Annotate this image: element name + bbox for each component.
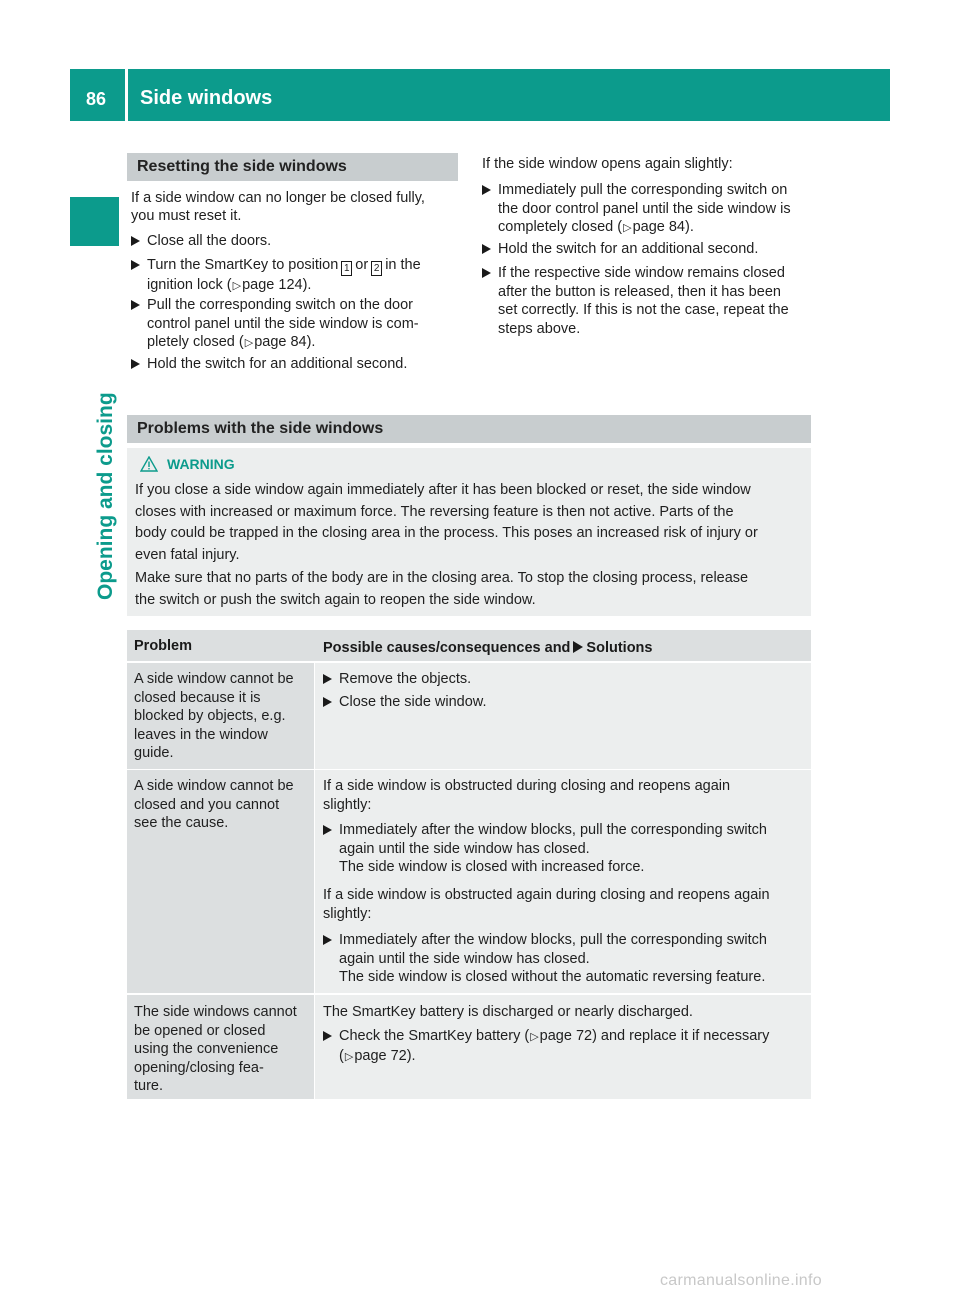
column-header-problem: Problem <box>134 638 193 654</box>
reset-step-4: Hold the switch for an additional second. <box>131 355 407 374</box>
reset-step-1: Close all the doors. <box>131 232 271 251</box>
section-heading-resetting: Resetting the side windows <box>127 153 458 181</box>
step-arrow-icon <box>131 359 140 369</box>
step-arrow-icon <box>131 236 140 246</box>
step-arrow-icon <box>323 697 332 707</box>
step-arrow-icon <box>323 825 332 835</box>
step-arrow-icon <box>131 300 140 310</box>
step-arrow-icon <box>482 268 491 278</box>
step-arrow-icon <box>482 244 491 254</box>
page-ref-triangle-icon: ▷ <box>232 280 242 292</box>
page-ref-link[interactable]: page 84). <box>632 219 694 235</box>
header-divider <box>125 69 128 121</box>
page-title: Side windows <box>140 87 273 109</box>
page-ref-link[interactable]: page 124). <box>242 277 312 293</box>
row-1-step-1: Remove the objects. <box>323 670 471 689</box>
page-ref-triangle-icon: ▷ <box>623 222 632 234</box>
reopen-intro: If the side window opens again slightly: <box>482 156 733 172</box>
key-position-1-icon: 1 <box>341 261 352 276</box>
step-arrow-icon <box>323 1031 332 1041</box>
page-ref-link[interactable]: page 72). <box>354 1047 416 1064</box>
row-2-step-1: Immediately after the window blocks, pull the corresponding switch again until the side window has closed. The side window is closed with increased force. <box>323 821 767 877</box>
step-arrow-icon <box>323 674 332 684</box>
step-arrow-icon <box>323 935 332 945</box>
row-2-problem: A side window cannot be closed and you cannot see the cause. <box>134 778 294 831</box>
reopen-step-2: Hold the switch for an additional second. <box>482 240 758 259</box>
step-arrow-icon <box>482 185 491 195</box>
reopen-step-3: If the respective side window remains closed after the button is released, then it has been set correctly. If this is not the case, repeat the steps above. <box>482 264 789 338</box>
reset-intro-line2: you must reset it. <box>131 208 242 224</box>
chapter-label: Opening and closing <box>94 392 117 600</box>
row-2-step-2: Immediately after the window blocks, pull the corresponding switch again until the side window has closed. The side window is closed without the automatic reversing feature. <box>323 931 767 987</box>
warning-title: WARNING <box>167 456 235 472</box>
row-2-intro-2: If a side window is obstructed again during closing and reopens again slightly: <box>323 887 770 922</box>
row-3-step: Check the SmartKey battery (▷page 72) and replace it if necessary (▷page 72). <box>323 1027 769 1066</box>
page-ref-link[interactable]: page 72) and replace it if necessary <box>539 1028 770 1044</box>
page-ref-triangle-icon: ▷ <box>344 1050 354 1063</box>
reset-step-3: Pull the corresponding switch on the door control panel until the side window is com- pletely closed (▷page 84). <box>131 296 419 353</box>
solution-arrow-icon <box>573 641 583 653</box>
page-ref-link[interactable]: page 84). <box>254 334 316 350</box>
column-header-solutions: Possible causes/consequences and Solutions <box>323 640 653 656</box>
row-1-problem: A side window cannot be closed because it is blocked by objects, e.g. leaves in the window guide. <box>134 671 294 761</box>
warning-triangle-icon <box>140 456 158 477</box>
reset-intro-line1: If a side window can no longer be closed fully, <box>131 190 425 206</box>
warning-paragraph-2: Make sure that no parts of the body are in the closing area. To stop the closing process, release the switch or push the switch again to reopen the side window. <box>135 570 749 608</box>
page-number: 86 <box>86 89 107 109</box>
reopen-step-1: Immediately pull the corresponding switch on the door control panel until the side window is completely closed (▷page 84). <box>482 181 791 238</box>
page-ref-triangle-icon: ▷ <box>530 1031 539 1043</box>
reset-step-2: Turn the SmartKey to position 1 or 2 in the ignition lock (▷page 124). <box>131 256 477 296</box>
watermark: carmanualsonline.info <box>660 1272 822 1289</box>
chapter-tab <box>70 197 119 246</box>
warning-box <box>127 448 811 616</box>
step-arrow-icon <box>131 260 140 270</box>
section-heading-problems: Problems with the side windows <box>127 415 811 443</box>
row-1-step-2: Close the side window. <box>323 693 487 712</box>
row-3-intro: The SmartKey battery is discharged or nearly discharged. <box>323 1004 693 1020</box>
page-ref-triangle-icon: ▷ <box>244 337 254 349</box>
key-position-2-icon: 2 <box>371 261 382 276</box>
row-3-problem: The side windows cannot be opened or closed using the convenience opening/closing fea- ture. <box>134 1004 297 1094</box>
row-2-intro-1: If a side window is obstructed during closing and reopens again slightly: <box>323 778 731 813</box>
warning-paragraph-1: If you close a side window again immediately after it has been blocked or reset, the side window closes with increased or maximum force. The reversing feature is then not active. Parts of the body could be trapped in the closing area in the process. This poses an increased risk of injury or even fatal injury. <box>135 482 758 563</box>
